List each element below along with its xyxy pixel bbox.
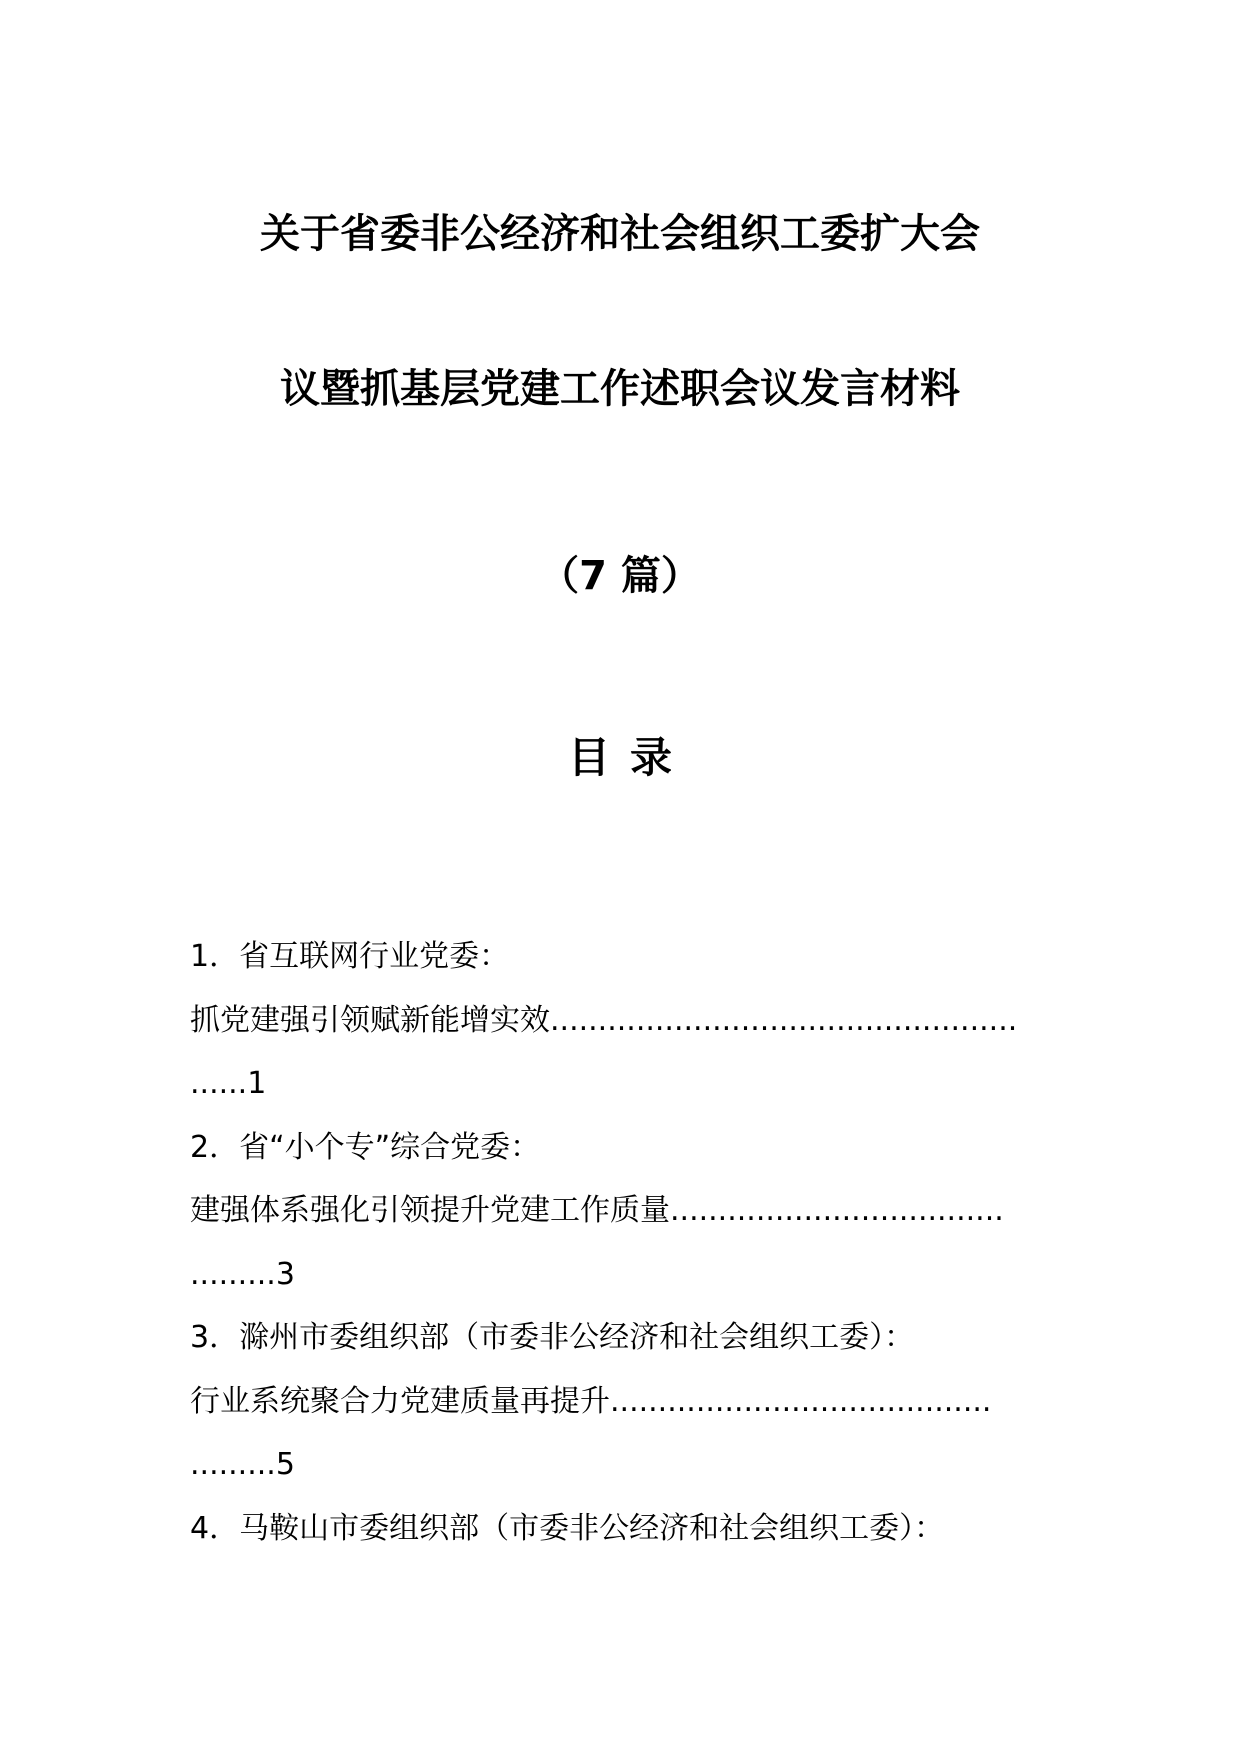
toc-entry-3-subtitle: 行业系统聚合力党建质量再提升........................................ [190,1383,992,1419]
toc-entry-1-subtitle: 抓党建强引领赋新能增实效................................................. [190,1002,1018,1038]
toc-heading: 目录 [567,733,692,782]
toc-entry-3-title: 3．滁州市委组织部（市委非公经济和社会组织工委）： [190,1320,915,1355]
toc-entry-3-page: .........5 [190,1447,295,1482]
toc-entry-2-page: .........3 [190,1256,295,1292]
toc-entry-4-title: 4．马鞍山市委组织部（市委非公经济和社会组织工委）： [190,1510,945,1546]
toc-entry-2-subtitle: 建强体系强化引领提升党建工作质量................................... [190,1193,1004,1228]
document-title-line-1: 关于省委非公经济和社会组织工委扩大会 [260,211,980,257]
toc-entry-1-page: ......1 [190,1066,267,1101]
toc-entry-1-title: 1．省互联网行业党委： [190,939,510,974]
document-title-line-2: 议暨抓基层党建工作述职会议发言材料 [280,366,960,412]
document-subtitle: （7 篇） [539,553,701,599]
toc-entry-2-title: 2．省“小个专”综合党委： [190,1129,541,1165]
table-of-contents [190,925,1052,1560]
